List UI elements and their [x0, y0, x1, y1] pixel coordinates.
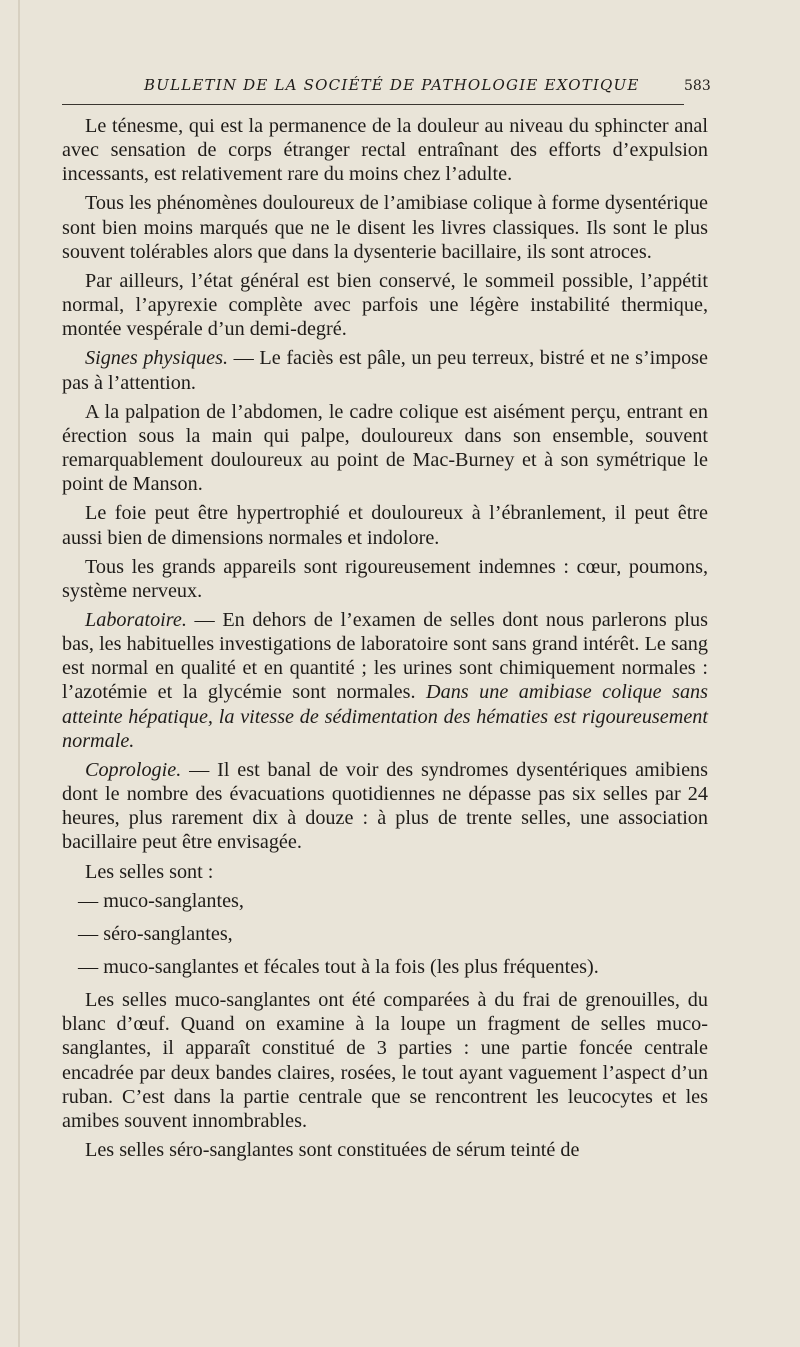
page-number: 583 — [684, 78, 711, 94]
page-binding-edge — [18, 0, 20, 1347]
italic-text: Signes physiques. — [85, 347, 228, 370]
header-rule — [62, 104, 684, 105]
text-run: — muco-sanglantes, — [78, 889, 244, 912]
italic-text: Coprologie. — [85, 758, 182, 781]
paragraph — [62, 400, 708, 497]
italic-text: Dans une amibiase colique sans atteinte hépatique, la vitesse de sédimentation des hématies est rigoureusement normale. — [62, 681, 708, 752]
text-run: — En dehors de l’examen de selles dont nous parlerons plus bas, les habituelles investigations de laboratoire sont sans grand intérêt. Le sang est normal en qualité et en quantité ; les urines sont chimiquement normales : l’azotémie et la glycémie sont normales. — [62, 608, 708, 704]
text-run: — séro-sanglantes, — [78, 922, 233, 945]
list-item — [62, 955, 708, 979]
page-header — [62, 76, 712, 100]
text-run: Le ténesme, qui est la permanence de la douleur au niveau du sphincter anal avec sensation de corps étranger rectal entraînant des efforts d’expulsion incessants, est relativement rare du moins chez l’adulte. — [62, 115, 708, 186]
text-run: Tous les phénomènes douloureux de l’amibiase colique à forme dysentérique sont bien moins marqués que ne le disent les livres classiques. Ils sont le plus souvent tolérables alors que dans la dysenterie bacillaire, ils sont atroces. — [62, 192, 708, 263]
text-run: — Il est banal de voir des syndromes dysentériques amibiens dont le nombre des évacuations quotidiennes ne dépasse pas six selles par 24 heures, plus rarement dix à douze : à plus de trente selles, une association bacillaire peut être envisagée. — [62, 758, 708, 854]
italic-text: Laboratoire. — [85, 608, 187, 631]
text-run: Les selles muco-sanglantes ont été comparées à du frai de grenouilles, du blanc d’œuf. Quand on examine à la loupe un fragment de selles muco-sanglantes, il apparaît constitué de 3 parties : une partie foncée centrale encadrée par deux bandes claires, rosées, le tout ayant vaguement l’aspect d’un ruban. C’est dans la partie centrale que se rencontrent les leucocytes et les amibes souvent innombrables. — [62, 989, 708, 1132]
paragraph — [62, 758, 708, 855]
text-run: A la palpation de l’abdomen, le cadre colique est aisément perçu, entrant en érection sous la main qui palpe, douloureux dans son ensemble, souvent remarquablement douloureux au point de Mac-Burney et à son symétrique le point de Manson. — [62, 400, 708, 496]
text-run: — Le faciès est pâle, un peu terreux, bistré et ne s’impose pas à l’attention. — [62, 347, 708, 394]
paragraph — [62, 608, 708, 753]
text-run: Tous les grands appareils sont rigoureusement indemnes : cœur, poumons, système nerveux. — [62, 555, 708, 602]
text-run: Les selles sont : — [85, 860, 214, 883]
paragraph — [62, 988, 708, 1133]
paragraph — [62, 191, 708, 263]
running-title: BULLETIN DE LA SOCIÉTÉ DE PATHOLOGIE EXOTIQUE — [144, 76, 640, 94]
text-run: Par ailleurs, l’état général est bien conservé, le sommeil possible, l’appétit normal, l’apyrexie complète avec parfois une légère instabilité thermique, montée vespérale d’un demi-degré. — [62, 269, 708, 341]
text-run: Le foie peut être hypertrophié et douloureux à l’ébranlement, il peut être aussi bien de dimensions normales et indolore. — [62, 502, 708, 549]
text-run: Les selles séro-sanglantes sont constituées de sérum teinté de — [85, 1139, 580, 1162]
paragraph — [62, 114, 708, 186]
list-item — [62, 922, 708, 946]
list-item — [62, 889, 708, 913]
paragraph — [62, 555, 708, 603]
paragraph — [62, 860, 708, 884]
paragraph — [62, 501, 708, 549]
paragraph — [62, 346, 708, 394]
text-run: — muco-sanglantes et fécales tout à la fois (les plus fréquentes). — [78, 956, 599, 978]
body-text — [62, 114, 708, 1167]
paragraph — [62, 1138, 708, 1162]
paragraph — [62, 269, 708, 341]
